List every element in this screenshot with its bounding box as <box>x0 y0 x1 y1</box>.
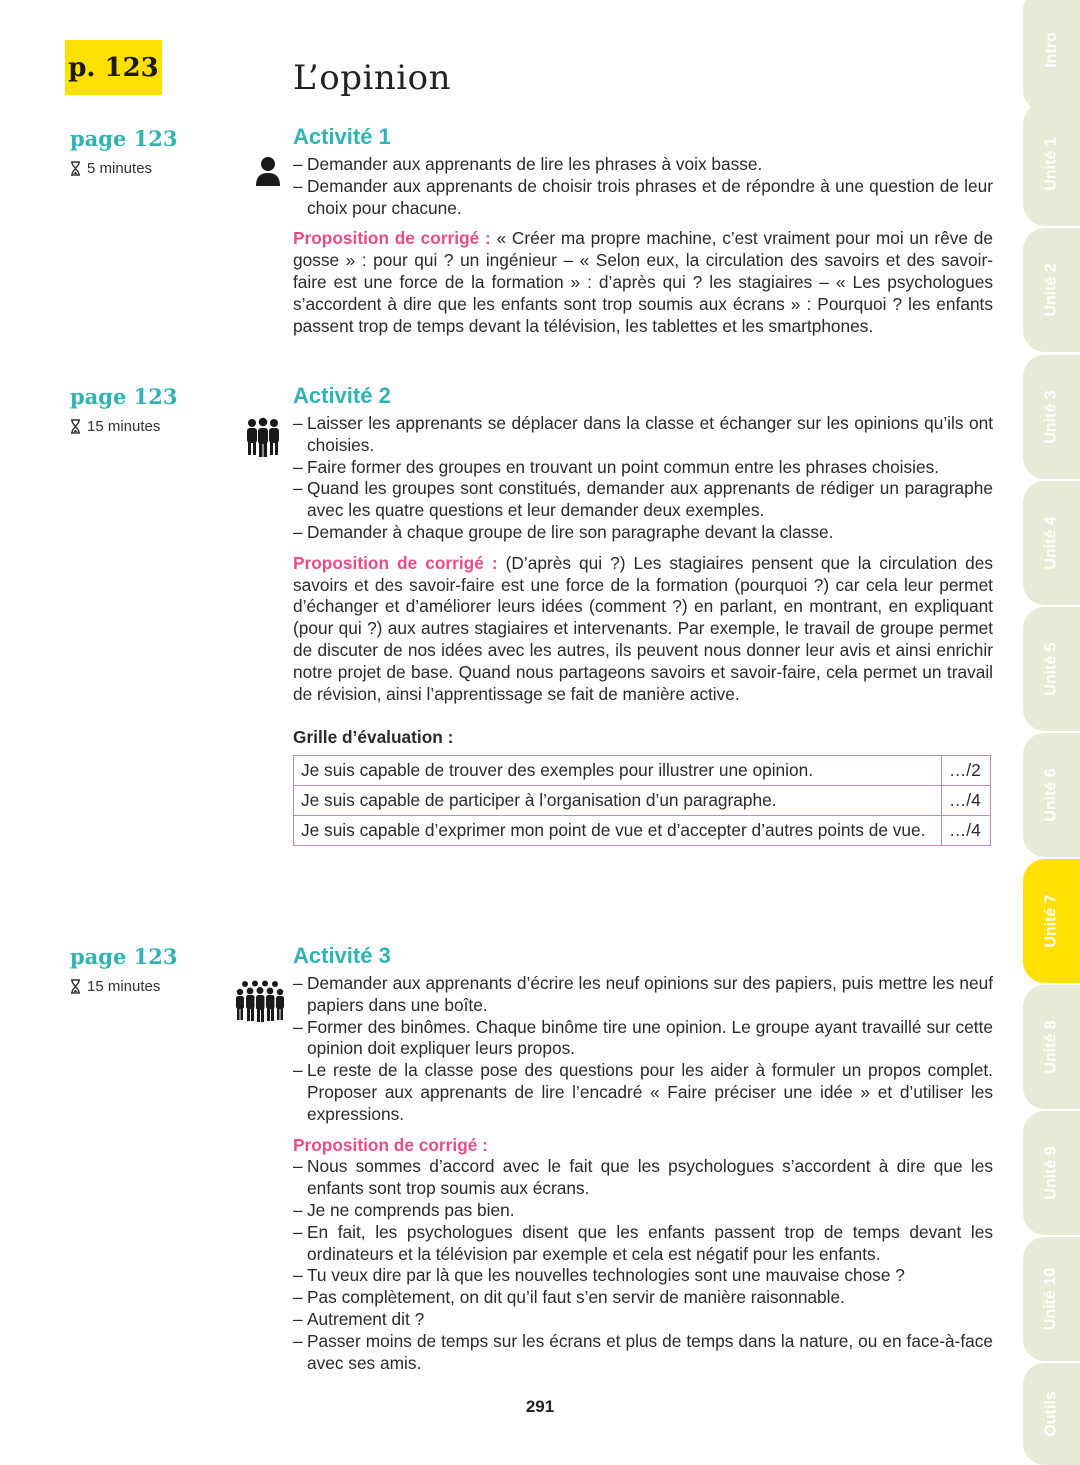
correction <box>293 553 993 706</box>
class-icon <box>236 980 284 1022</box>
evaluation-grid <box>293 755 991 846</box>
tab-unite-4[interactable] <box>1023 481 1080 605</box>
grid-criterion: Je suis capable d’exprimer mon point de vue et d’accepter d’autres points de vue. <box>294 816 942 846</box>
hourglass-icon <box>70 161 81 176</box>
tab-unite-9[interactable] <box>1023 1111 1080 1235</box>
page-ref: page 123 <box>70 384 178 409</box>
page-badge-label: p. 123 <box>68 52 159 83</box>
page-ref: page 123 <box>70 944 178 969</box>
grid-criterion: Je suis capable de participer à l’organisation d’un paragraphe. <box>294 786 942 816</box>
tab-label: Unité 7 <box>1042 894 1060 948</box>
page-number: 291 <box>525 1397 555 1416</box>
correction-label: Proposition de corrigé : <box>293 552 498 573</box>
list-item: – Le reste de la classe pose des questions pour les aider à formuler un propos complet. Proposer aux apprenants de lire l’encadré « Faire préciser une idée » et d’utiliser les expressions. <box>293 1060 993 1125</box>
tab-label: Unité 6 <box>1042 768 1060 822</box>
list-item: – Former des binômes. Chaque binôme tire une opinion. Le groupe ayant travaillé sur cette opinion doit expliquer leurs propos. <box>293 1017 993 1061</box>
page-badge <box>65 40 162 95</box>
single-person-icon <box>255 156 281 186</box>
activity-3 <box>293 943 993 1374</box>
list-item: – Tu veux dire par là que les nouvelles technologies sont une mauvaise chose ? <box>293 1265 993 1287</box>
tab-label: Intro <box>1042 32 1060 68</box>
tab-unite-8[interactable] <box>1023 985 1080 1109</box>
activity-title: Activité 1 <box>293 124 391 149</box>
tab-intro[interactable] <box>1023 0 1080 112</box>
table-row <box>294 786 991 816</box>
grid-title: Grille d’évaluation : <box>293 727 454 748</box>
grid-score: …/4 <box>942 816 991 846</box>
tab-label: Unité 4 <box>1042 516 1060 570</box>
duration <box>70 418 240 435</box>
list-item: – Quand les groupes sont constitués, demander aux apprenants de rédiger un paragraphe avec les quatre questions et leur demander deux exemples. <box>293 478 993 522</box>
activity-title: Activité 2 <box>293 383 391 408</box>
tab-label: Unité 5 <box>1042 642 1060 696</box>
list-item: – Demander aux apprenants de choisir trois phrases et de répondre à une question de leur choix pour chacune. <box>293 176 993 220</box>
tab-label: Unité 8 <box>1042 1020 1060 1074</box>
duration-label: 5 minutes <box>87 160 153 177</box>
list-item: – Demander aux apprenants de lire les phrases à voix basse. <box>293 154 993 176</box>
list-item: – Passer moins de temps sur les écrans et plus de temps dans la nature, ou en face-à-face avec ses amis. <box>293 1331 993 1375</box>
list-item: – En fait, les psychologues disent que les enfants passent trop de temps devant les ordinateurs et la télévision par exemple et cela est négatif pour les enfants. <box>293 1222 993 1266</box>
grid-criterion: Je suis capable de trouver des exemples pour illustrer une opinion. <box>294 756 942 786</box>
tab-unite-2[interactable] <box>1023 228 1080 352</box>
tab-label: Unité 1 <box>1042 137 1060 191</box>
section-1-meta <box>70 126 240 177</box>
correction-list <box>293 1156 993 1374</box>
list-item: – Demander à chaque groupe de lire son paragraphe devant la classe. <box>293 522 993 544</box>
unit-tabs <box>1023 0 1080 1465</box>
instruction-list <box>293 154 993 219</box>
duration-label: 15 minutes <box>87 418 161 435</box>
correction <box>293 1135 993 1375</box>
correction <box>293 228 993 337</box>
hourglass-icon <box>70 979 81 994</box>
tab-label: Unité 3 <box>1042 390 1060 444</box>
tab-label: Unité 10 <box>1042 1267 1060 1331</box>
correction-label: Proposition de corrigé : <box>293 1134 488 1155</box>
tab-unite-3[interactable] <box>1023 355 1080 479</box>
grid-score: …/2 <box>942 756 991 786</box>
instruction-list <box>293 413 993 544</box>
tab-label: Unité 9 <box>1042 1146 1060 1200</box>
hourglass-icon <box>70 419 81 434</box>
list-item: – Nous sommes d’accord avec le fait que les psychologues s’accordent à dire que les enfants sont trop soumis aux écrans. <box>293 1156 993 1200</box>
activity-title: Activité 3 <box>293 943 391 968</box>
activity-2 <box>293 383 993 846</box>
correction-text: « Créer ma propre machine, c’est vraiment pour moi un rêve de gosse » : pour qui ? un ingénieur – « Selon eux, la circulation des savoirs et des savoir-faire est une force de la formation » : d’après qui ? les stagiaires – « Les psychologues s’accordent à dire que les enfants sont trop soumis aux écrans » : Pourquoi ? les enfants passent trop de temps devant la télévision, les tablettes et les smartphones. <box>293 228 993 336</box>
list-item: – Je ne comprends pas bien. <box>293 1200 993 1222</box>
tab-label: Outils <box>1042 1391 1060 1437</box>
tab-label: Unité 2 <box>1042 263 1060 317</box>
list-item: – Laisser les apprenants se déplacer dans la classe et échanger sur les opinions qu’ils ont choisies. <box>293 413 993 457</box>
tab-unite-6[interactable] <box>1023 733 1080 857</box>
group-icon <box>246 417 280 457</box>
activity-1 <box>293 124 993 337</box>
section-3-meta <box>70 944 240 995</box>
page-ref: page 123 <box>70 126 178 151</box>
table-row <box>294 756 991 786</box>
duration-label: 15 minutes <box>87 978 161 995</box>
tab-unite-1[interactable] <box>1023 102 1080 226</box>
correction-text: (D’après qui ?) Les stagiaires pensent que la circulation des savoirs et des savoir-faire est une force de la formation (pourquoi ?) car cela leur permet d’échanger et d’améliorer leurs idées (comment ?) en parlant, en montrant, en expliquant (pour qui ?) aux autres stagiaires et intervenants. Par exemple, le travail de groupe permet de discuter de nos idées avec les autres, ils peuvent nous donner leur avis et ainsi enrichir notre projet de base. Quand nous partageons savoirs et savoir-faire, cela permet un travail de révision, ainsi l’apprentissage se fait de manière active. <box>293 552 993 704</box>
tab-unite-7[interactable] <box>1023 859 1080 983</box>
section-2-meta <box>70 384 240 435</box>
instruction-list <box>293 973 993 1126</box>
tab-unite-10[interactable] <box>1023 1237 1080 1361</box>
list-item: – Autrement dit ? <box>293 1309 993 1331</box>
tab-unite-5[interactable] <box>1023 607 1080 731</box>
correction-label: Proposition de corrigé : <box>293 228 491 249</box>
page-title: L’opinion <box>293 58 451 98</box>
list-item: – Pas complètement, on dit qu’il faut s’en servir de manière raisonnable. <box>293 1287 993 1309</box>
list-item: – Faire former des groupes en trouvant un point commun entre les phrases choisies. <box>293 457 993 479</box>
grid-score: …/4 <box>942 786 991 816</box>
list-item: – Demander aux apprenants d’écrire les neuf opinions sur des papiers, puis mettre les neuf papiers dans une boîte. <box>293 973 993 1017</box>
duration <box>70 160 240 177</box>
table-row <box>294 816 991 846</box>
duration <box>70 978 240 995</box>
